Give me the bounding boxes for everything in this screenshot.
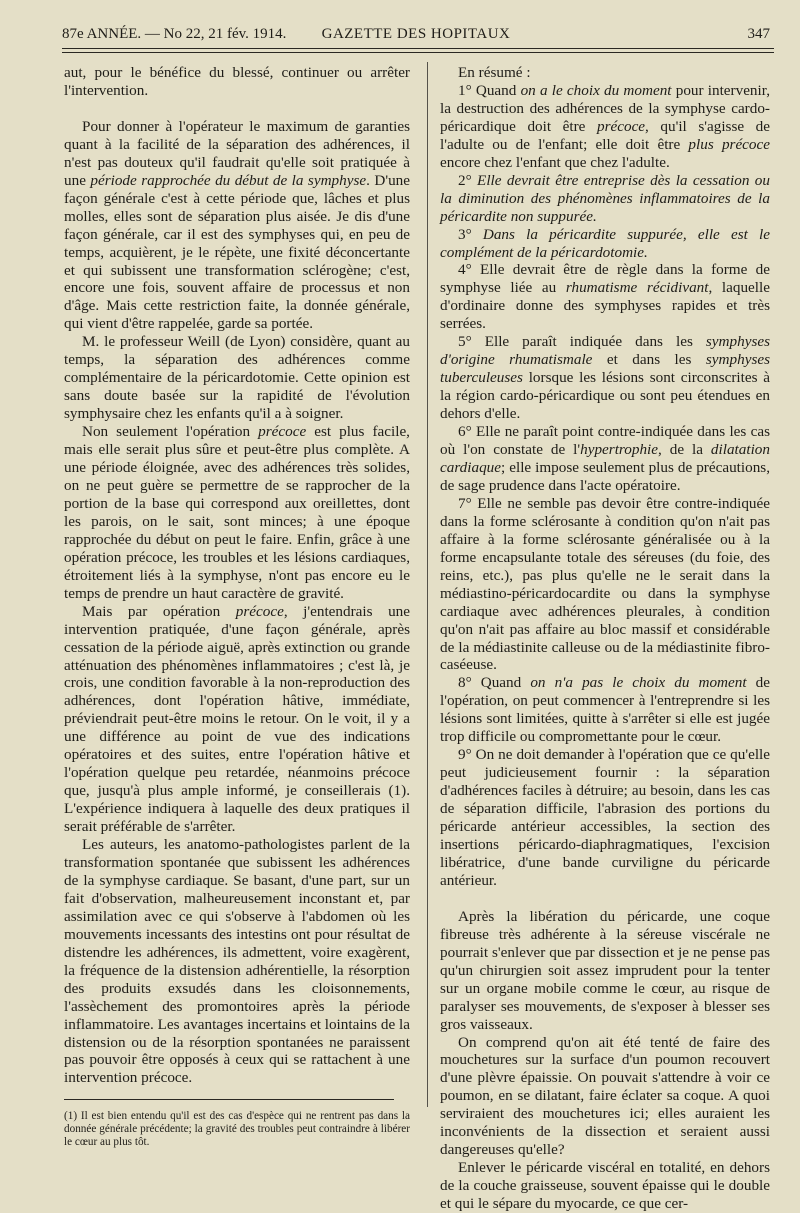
summary-heading: En résumé : xyxy=(458,64,531,81)
list-item: 3° Dans la péricardite suppurée, elle est le complément de la péricardotomie. xyxy=(440,225,770,261)
footnote-rule xyxy=(64,1099,394,1100)
paragraph: M. le professeur Weill (de Lyon) considère, quant au temps, la séparation des adhérences comme complémentaire de la péricardotomie. Cette opinion est sans doute basée sur la rapidité de l'évolution symphysaire chez les enfants qu'il a à soigner. xyxy=(64,333,410,423)
paragraph: Mais par opération précoce, j'entendrais une intervention pratiquée, d'une façon générale, après cessation de la période aiguë, après extinction ou grande atténuation des phénomènes inflammatoires ; c'est là, je crois, une condition favorable à la non-reproduction des adhérences, dont l'opération hâtive, immédiate, préviendrait peut-être moins le retour. On le voit, il y a une différence au point de vue des indications opératoires et des suites, entre l'opération hâtive et l'opération quelque peu retardée, néanmoins précoce que, jusqu'à plus ample informé, je conseillerais (1). L'expérience indiquera à laquelle des deux pratiques il serait préférable de s'arrêter. xyxy=(64,602,411,836)
paragraph: On comprend qu'on ait été tenté de faire des mouchetures sur la surface d'un poumon recouvert d'une plèvre épaissie. On pouvait s'attendre à voir ce poumon, en se dilatant, faire éclater sa coque. A quoi serviraient des mouchetures ici; elles auraient les inconvénients de la dissection et seraient aussi dangereuses qu'elle? xyxy=(440,1033,770,1159)
column-divider xyxy=(427,62,428,1107)
list-item: 4° Elle devrait être de règle dans la forme de symphyse liée au rhumatisme récidivant, laquelle d'ordinaire donne des symphyses rapides et très serrées. xyxy=(440,261,770,333)
list-item: 9° On ne doit demander à l'opération que ce qu'elle peut judicieusement fournir : la séparation d'adhérences faciles à détruire; au besoin, dans les cas de séparation difficile, l'abrasion des portions du péricarde antérieur accessibles, la section des insertions péricardo-diaphragmatiques, l'excision libératrice, d'une bande curviligne du péricarde antérieur. xyxy=(440,746,770,889)
paragraph: Non seulement l'opération précoce est plus facile, mais elle serait plus sûre et peut-être plus complète. A une période éloignée, avec des adhérences très solides, on ne peut guère se permettre de se rapprocher de la portion de la base qui correspond aux oreillettes, dont les parois, on le sait, sont minces; à une époque rapprochée du début on peut le faire. Enfin, grâce à une opération précoce, les troubles et les lésions cardiaques, étroitement liés à la symphyse, n'ont pas encore eu le temps de prendre un haut caractère de gravité. xyxy=(64,423,410,602)
paragraph: Après la libération du péricarde, une coque fibreuse très adhérente à la séreuse viscérale ne pourrait s'enlever que par dissection et je ne pense pas qu'un chirurgien soit assez imprudent pour la tenter sur un organe mobile comme le cœur, au risque de paralyser ses mouvements, de s'exposer à blesser ses gros vaisseaux. xyxy=(440,907,770,1033)
left-column xyxy=(64,64,410,1149)
list-item: 5° Elle paraît indiquée dans les symphyses d'origine rhumatismale et dans les symphyses tuberculeuses lorsque les lésions sont circonscrites à la région cardo-péricardique ou sont peu étendues en dehors d'elle. xyxy=(440,333,770,423)
right-column xyxy=(440,64,770,1213)
page-number: 347 xyxy=(747,26,770,42)
paragraph: aut, pour le bénéfice du blessé, continuer ou arrêter l'intervention. xyxy=(64,64,410,99)
issue-info: 87e ANNÉE. — No 22, 21 fév. 1914. xyxy=(62,26,287,42)
header-rule-double xyxy=(62,52,774,53)
paragraph: Enlever le péricarde viscéral en totalité, en dehors de la couche graisseuse, souvent épaisse qui le double et qui le sépare du myocarde, ce que cer- xyxy=(440,1159,770,1213)
list-item: 2° Elle devrait être entreprise dès la cessation ou la diminution des phénomènes inflammatoires de la péricardite non suppurée. xyxy=(440,171,770,225)
journal-title: GAZETTE DES HOPITAUX xyxy=(321,26,511,42)
page-header xyxy=(62,22,770,46)
list-item: 7° Elle ne semble pas devoir être contre-indiquée dans la forme sclérosante à condition qu'on n'ait pas affaire à la forme sclérosante généralisée ou à la forme encapsulante totale des séreuses (du foie, des reins, etc.), pas plus qu'elle ne le serait dans la médiastino-péricardocardite ou dans la symphyse cardiaque avec adhérences pleurales, à condition qu'on n'ait pas affaire au bloc massif et considérable de la médiastinite calleuse ou de la médiastinite fibro-caséeuse. xyxy=(440,494,770,674)
list-item: 6° Elle ne paraît point contre-indiquée dans les cas où l'on constate de l'hypertrophie, de la dilatation cardiaque; elle impose seulement plus de précautions, de sage prudence dans l'acte opératoire. xyxy=(440,423,770,494)
footnote: (1) Il est bien entendu qu'il est des cas d'espèce qui ne rentrent pas dans la donnée générale précédente; la gravité des troubles peut contraindre à libérer le cœur au plus tôt. xyxy=(64,1110,410,1149)
list-item: 8° Quand on n'a pas le choix du moment de l'opération, on peut commencer à l'entreprendre si les lésions sont limitées, quitte à s'arrêter si elle est jugée trop difficile ou compromettante pour le cœur. xyxy=(440,674,770,746)
paragraph: Pour donner à l'opérateur le maximum de garanties quant à la facilité de la séparation des adhérences, il n'est pas douteux qu'il faudrait qu'elle soit pratiquée à une période rapprochée du début de la symphyse. D'une façon générale c'est à cette période que, lâches et plus molles, elles sont de séparation plus aisée. Je dis d'une façon générale, car il est des symphyses qui, en peu de temps, acquièrent, je le répète, une fixité déconcertante et qui subissent une transformation sclérogène; c'est, encore une fois, souvent affaire de processus et non d'âge. Mais cette restriction faite, la donnée générale, qui vient d'être rappelée, garde sa portée. xyxy=(64,117,410,333)
list-item: 1° Quand on a le choix du moment pour intervenir, la destruction des adhérences de la symphyse cardo-péricardique doit être précoce, qu'il s'agisse de l'adulte ou de l'enfant; elle doit être plus précoce encore chez l'enfant que chez l'adulte. xyxy=(440,81,771,171)
header-rule xyxy=(62,48,774,49)
paragraph: Les auteurs, les anatomo-pathologistes parlent de la transformation spontanée que subissent les adhérences de la symphyse cardiaque. Se basant, d'une part, sur un fait d'observation, malheureusement inconstant et, par assimilation avec ce qui s'observe à l'abdomen où les mouvements incessants des intestins ont pour résultat de distendre les adhérences, ils admettent, voire exagèrent, la fréquence de la distension adhérentielle, la résorption des produits exsudés dans les cloisonnements, l'assèchement des promontoires après la période inflammatoire. Les avantages incertains et lointains de la distension ou de la résorption spontanées ne paraissent pas pouvoir être opposés à ceux qui se rattachent à une intervention précoce. xyxy=(64,836,410,1087)
